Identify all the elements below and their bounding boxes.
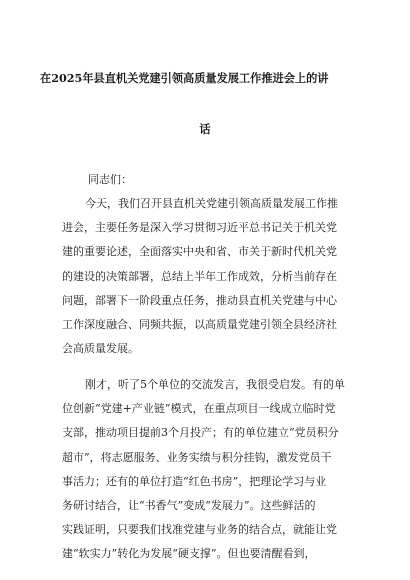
document-title-line-2: 话 xyxy=(199,122,211,136)
paragraph-2 xyxy=(62,373,354,567)
greeting: 同志们： xyxy=(88,173,132,186)
document-title-line-1: 在2025年县直机关党建引领高质量发展工作推进会上的讲 xyxy=(40,71,329,85)
paragraph-line: 位创新“党建+产业链”模式，在重点项目一线成立临时党 xyxy=(62,402,336,416)
paragraph-line: 实践证明，只要我们找准党建与业务的结合点，就能让党 xyxy=(62,523,337,537)
paragraph-line: 今天，我们召开县直机关党建引领高质量发展工作推 xyxy=(85,197,338,210)
paragraph-line: 工作深度融合、同频共振，以高质量党建引领全县经济社 xyxy=(62,317,337,331)
paragraph-line: 支部，推动项目提前3个月投产；有的单位建立“党员积分 xyxy=(62,426,339,440)
paragraph-line: 问题，部署下一阶段重点任务，推动县直机关党建与中心 xyxy=(62,293,337,307)
paragraph-line: 会高质量发展。 xyxy=(62,342,139,356)
paragraph-line: 事活力；还有的单位打造“红色书房”，把理论学习与业 xyxy=(62,474,327,488)
paragraph-line: 进会，主要任务是深入学习贯彻习近平总书记关于机关党 xyxy=(62,221,337,235)
paragraph-line: 建的重要论述，全面落实中央和省、市关于新时代机关党 xyxy=(62,245,337,259)
paragraph-line: 超市”，将志愿服务、业务实绩与积分挂钩，激发党员干 xyxy=(62,450,332,464)
paragraph-1 xyxy=(62,192,354,361)
paragraph-line: 务研讨结合，让“书香气”变成“发展力”。这些鲜活的 xyxy=(62,498,316,512)
paragraph-line: 刚才，听了5个单位的交流发言，我很受启发。有的单 xyxy=(85,378,345,391)
paragraph-line: 建“软实力”转化为发展“硬支撑”。但也要清醒看到， xyxy=(62,547,316,561)
paragraph-line: 的建设的决策部署，总结上半年工作成效，分析当前存在 xyxy=(62,269,337,283)
